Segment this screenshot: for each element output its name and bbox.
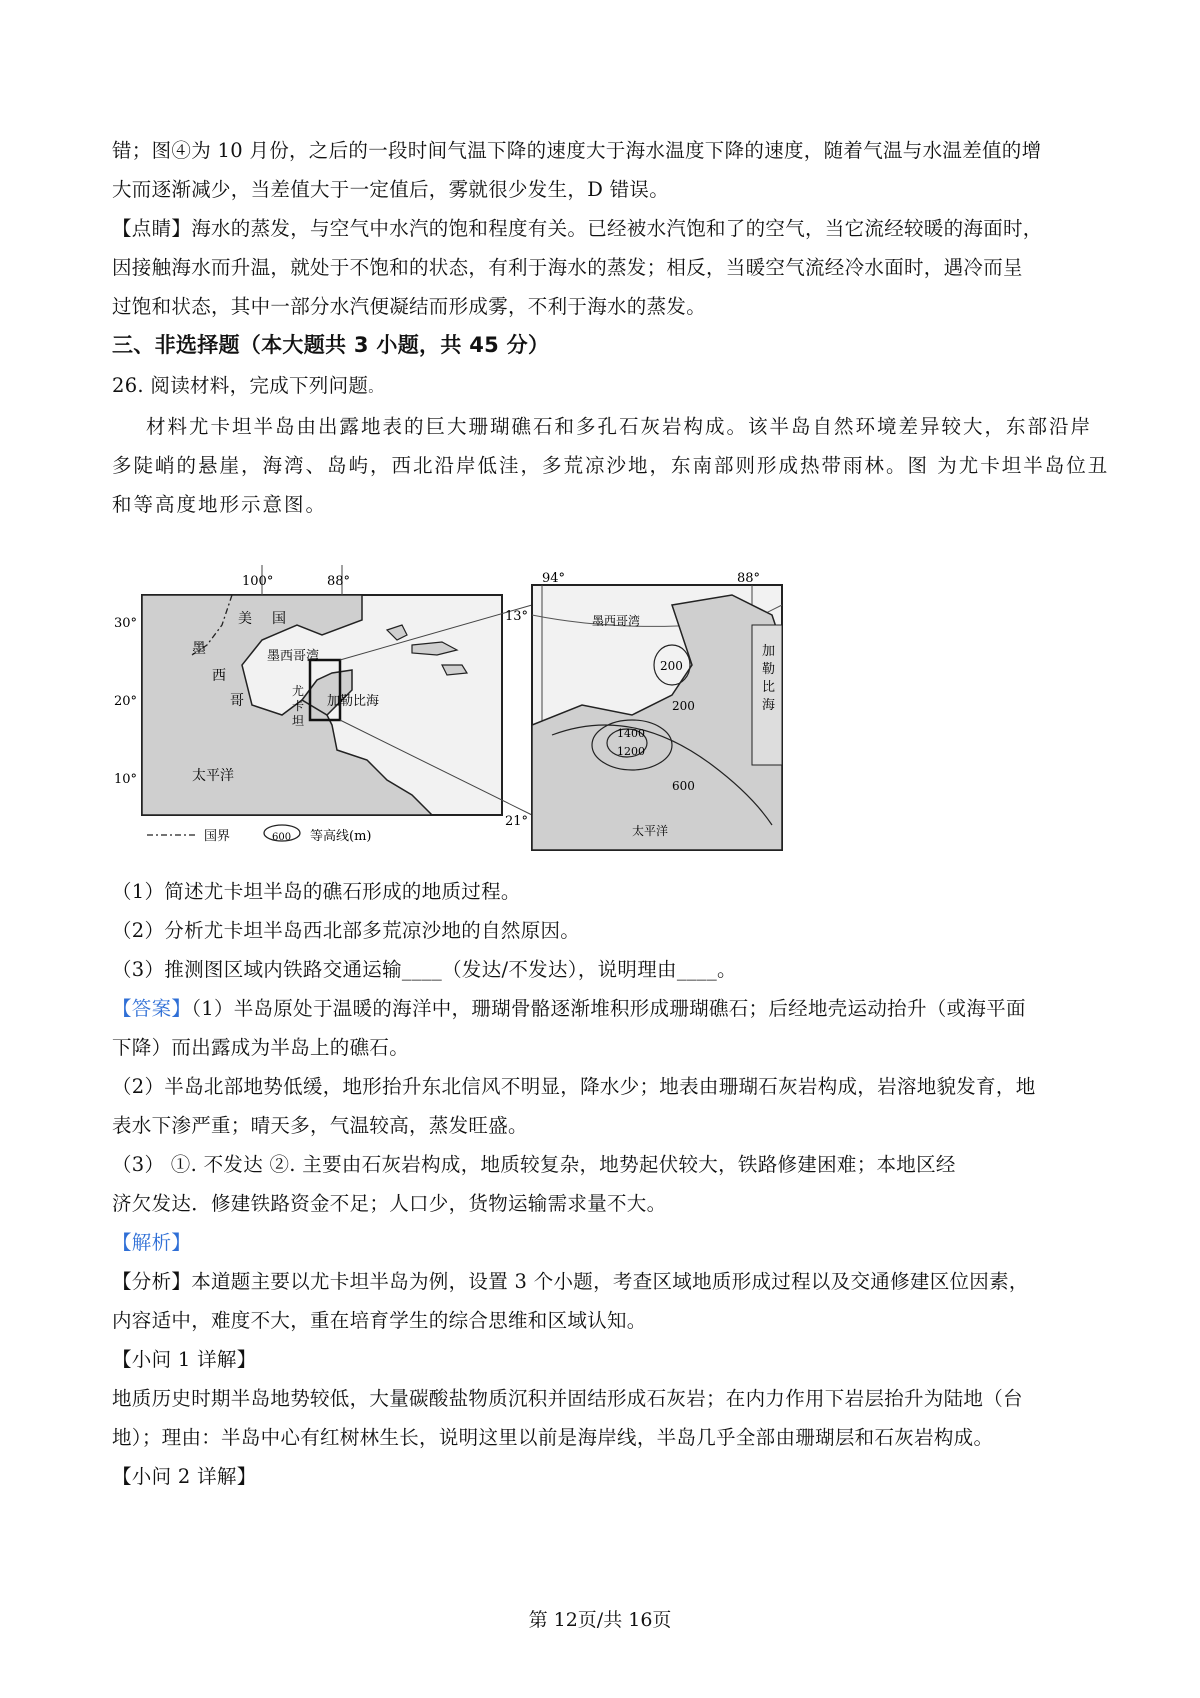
note-line: 过饱和状态，其中一部分水汽便凝结而形成雾，不利于海水的蒸发。 xyxy=(112,295,707,318)
subsection-heading: 【小问 2 详解】 xyxy=(112,1465,257,1488)
detail-line: 地）；理由：半岛中心有红树林生长，说明这里以前是海岸线，半岛几乎全部由珊瑚层和石灰岩构成。 xyxy=(112,1426,994,1449)
legend-contour-label: 等高线(m) xyxy=(310,829,372,844)
answer-line: 表水下渗严重；晴天多，气温较高，蒸发旺盛。 xyxy=(112,1114,528,1137)
answer-text: （1）半岛原处于温暖的海洋中，珊瑚骨骼逐渐堆积形成珊瑚礁石；后经地壳运动抬升（或海平面 xyxy=(191,997,1026,1020)
lat-label: 13° xyxy=(505,609,529,624)
subquestion: （1）简述尤卡坦半岛的礁石形成的地质过程。 xyxy=(112,880,521,903)
subquestion: （2）分析尤卡坦半岛西北部多荒凉沙地的自然原因。 xyxy=(112,919,581,942)
lon-label: 88° xyxy=(327,574,351,589)
answer-line: 下降）而出露成为半岛上的礁石。 xyxy=(112,1036,410,1059)
right-map xyxy=(505,571,782,850)
page-footer: 第 12页/共 16页 xyxy=(528,1609,672,1631)
answer-line: （2）半岛北部地势低缓，地形抬升东北信风不明显，降水少；地表由珊瑚石灰岩构成，岩溶地貌发育，地 xyxy=(112,1075,1036,1098)
country-label: 国 xyxy=(272,611,286,627)
analysis-line: 内容适中，难度不大，重在培育学生的综合思维和区域认知。 xyxy=(112,1309,647,1332)
contour-label: 1200 xyxy=(617,745,645,758)
peninsula-label: 尤 xyxy=(292,684,305,698)
country-label: 美 xyxy=(238,611,252,627)
sea-label: 墨西哥湾 xyxy=(267,649,320,664)
country-label: 哥 xyxy=(230,693,244,709)
lat-label: 30° xyxy=(114,616,138,631)
lat-label: 10° xyxy=(114,772,138,787)
paragraph-line: 错；图④为 10 月份，之后的一段时间气温下降的速度大于海水温度下降的速度，随着气温与水温差值的增 xyxy=(112,139,1042,162)
lon-label: 94° xyxy=(542,571,566,586)
sea-label: 墨西哥湾 xyxy=(592,614,641,628)
contour-label: 200 xyxy=(672,699,695,713)
material-line: 材料尤卡坦半岛由出露地表的巨大珊瑚礁石和多孔石灰岩构成。该半岛自然环境差异较大，东部沿岸 xyxy=(146,415,1093,438)
country-label: 西 xyxy=(212,668,226,684)
legend-contour-value: 600 xyxy=(272,832,292,843)
paragraph-line: 大而逐渐减少，当差值大于一定值后，雾就很少发生，D 错误。 xyxy=(112,178,670,201)
legend-border-label: 国界 xyxy=(204,829,231,844)
contour-label: 600 xyxy=(672,779,695,793)
sea-label: 加勒比海 xyxy=(327,694,380,709)
material-line: 多陡峭的悬崖，海湾、岛屿，西北沿岸低洼，多荒凉沙地，东南部则形成热带雨林。图 为尤卡坦半岛位丑 xyxy=(112,454,1110,477)
lat-label: 21° xyxy=(505,814,529,829)
answer-line: 济欠发达．修建铁路资金不足；人口少，货物运输需求量不大。 xyxy=(112,1192,667,1215)
contour-label: 1400 xyxy=(617,727,645,740)
ocean-label: 太平洋 xyxy=(192,768,234,784)
map-figure xyxy=(112,565,842,870)
left-map xyxy=(114,565,502,844)
answer-line: （3） ①. 不发达 ②. 主要由石灰岩构成，地质较复杂，地势起伏较大，铁路修建困难；本地区经 xyxy=(112,1153,956,1176)
note-line: 因接触海水而升温，就处于不饱和的状态，有利于海水的蒸发；相反，当暖空气流经冷水面时，遇冷而呈 xyxy=(112,256,1023,279)
question-text: 26. 阅读材料，完成下列问题 xyxy=(112,374,369,397)
sea-label: 比 xyxy=(762,680,776,695)
question-title xyxy=(112,370,383,398)
subquestion: （3）推测图区域内铁路交通运输____（发达/不发达），说明理由____。 xyxy=(112,958,737,981)
sea-label: 勒 xyxy=(762,662,776,677)
question-dot: 。 xyxy=(368,380,383,396)
section-heading: 三、非选择题（本大题共 3 小题，共 45 分） xyxy=(112,333,550,357)
analysis-tag: 【解析】 xyxy=(112,1231,192,1254)
country-label: 墨 xyxy=(192,641,206,657)
map-svg xyxy=(112,565,842,870)
analysis-line: 【分析】本道题主要以尤卡坦半岛为例，设置 3 个小题，考查区域地质形成过程以及交通修建区位因素， xyxy=(112,1270,1029,1293)
detail-line: 地质历史时期半岛地势较低，大量碳酸盐物质沉积并固结形成石灰岩；在内力作用下岩层抬升为陆地（台 xyxy=(112,1387,1023,1410)
material-line: 和等高度地形示意图。 xyxy=(112,493,328,516)
ocean-label: 太平洋 xyxy=(632,824,669,838)
note-line: 【点睛】海水的蒸发，与空气中水汽的饱和程度有关。已经被水汽饱和了的空气，当它流经较暖的海面时， xyxy=(112,217,1043,240)
lon-label: 100° xyxy=(242,574,274,589)
sea-label: 加 xyxy=(762,644,776,659)
lon-label: 88° xyxy=(737,571,761,586)
lat-label: 20° xyxy=(114,694,138,709)
peninsula-label: 卡 xyxy=(292,699,305,713)
answer-line xyxy=(112,993,1026,1021)
sea-label: 海 xyxy=(762,698,776,713)
subsection-heading: 【小问 1 详解】 xyxy=(112,1348,257,1371)
answer-tag: 【答案】 xyxy=(112,997,192,1020)
peninsula-label: 坦 xyxy=(292,714,305,728)
contour-label: 200 xyxy=(660,659,683,673)
